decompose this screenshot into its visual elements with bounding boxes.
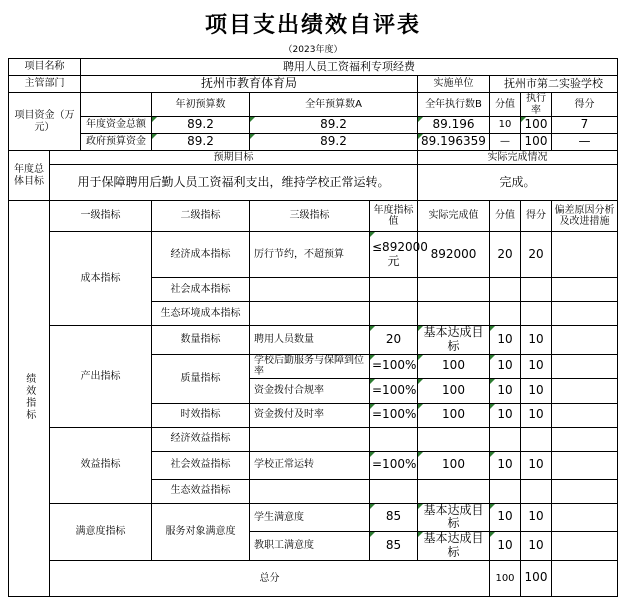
perf-header-l1: 一级指标 [50, 201, 152, 232]
perf-label: 绩效指标 [9, 201, 50, 597]
value-service-rate: 10 [490, 354, 521, 378]
funds-row-gov-full: 89.2 [250, 134, 418, 151]
l2-economic-benefit: 经济效益指标 [152, 427, 250, 451]
dept-label: 主管部门 [9, 76, 81, 93]
project-name-label: 项目名称 [9, 59, 81, 76]
perf-header-value: 分值 [490, 201, 521, 232]
goals-expected-text: 用于保障聘用后勤人员工资福利支出，维持学校正常运转。 [50, 165, 418, 201]
perf-header-l2: 二级指标 [152, 201, 250, 232]
score-budget-saving: 20 [521, 232, 552, 278]
funds-header-score-value: 分值 [490, 93, 521, 117]
l2-social-cost: 社会成本指标 [152, 278, 250, 302]
funds-header-rate: 执行率 [521, 93, 552, 117]
impl-value: 抚州市第二实验学校 [490, 76, 618, 93]
score-staff-satisfaction: 10 [521, 532, 552, 561]
score-school-operation: 10 [521, 451, 552, 479]
l2-eco-benefit: 生态效益指标 [152, 479, 250, 503]
funds-row-total-initial: 89.2 [152, 117, 250, 134]
funds-row-total-rate: 100 [521, 117, 552, 134]
total-label: 总分 [50, 560, 490, 596]
funds-row-gov-label: 政府预算资金 [81, 134, 152, 151]
funds-row-total-label: 年度资金总额 [81, 117, 152, 134]
value-student-satisfaction: 10 [490, 503, 521, 532]
l2-economic-cost: 经济成本指标 [152, 232, 250, 278]
funds-header-blank [81, 93, 152, 117]
funds-header-full: 全年预算数A [250, 93, 418, 117]
actual-timely-rate: 100 [418, 403, 490, 427]
goals-label: 年度总体目标 [9, 151, 50, 201]
value-timely-rate: 10 [490, 403, 521, 427]
total-score: 100 [521, 560, 552, 596]
actual-staff-count: 基本达成目标 [418, 326, 490, 355]
funds-row-gov-initial: 89.2 [152, 134, 250, 151]
actual-budget-saving: 892000 [418, 232, 490, 278]
score-staff-count: 10 [521, 326, 552, 355]
perf-header-target: 年度指标值 [370, 201, 418, 232]
score-student-satisfaction: 10 [521, 503, 552, 532]
funds-header-initial: 年初预算数 [152, 93, 250, 117]
target-staff-count: 20 [370, 326, 418, 355]
target-student-satisfaction: 85 [370, 503, 418, 532]
funds-row-total-score: 7 [552, 117, 618, 134]
impl-label: 实施单位 [418, 76, 490, 93]
l1-benefit: 效益指标 [50, 427, 152, 503]
target-school-operation: =100% [370, 451, 418, 479]
perf-header-actual: 实际完成值 [418, 201, 490, 232]
funds-row-gov-rate: 100 [521, 134, 552, 151]
l2-service-satisfaction: 服务对象满意度 [152, 503, 250, 560]
funds-row-total-full: 89.2 [250, 117, 418, 134]
score-timely-rate: 10 [521, 403, 552, 427]
value-budget-saving: 20 [490, 232, 521, 278]
year-label: （2023年度） [283, 45, 343, 55]
goals-actual-text: 完成。 [418, 165, 618, 201]
perf-header-score: 得分 [521, 201, 552, 232]
evaluation-table [8, 58, 618, 597]
goals-actual-header: 实际完成情况 [418, 151, 618, 165]
actual-school-operation: 100 [418, 451, 490, 479]
l1-cost: 成本指标 [50, 232, 152, 326]
l3-school-operation: 学校正常运转 [250, 451, 370, 479]
funds-header-score: 得分 [552, 93, 618, 117]
score-service-rate: 10 [521, 354, 552, 378]
funds-row-total-executed: 89.196 [418, 117, 490, 134]
project-name-value: 聘用人员工资福利专项经费 [81, 59, 618, 76]
target-service-rate: =100% [370, 354, 418, 378]
funds-header-executed: 全年执行数B [418, 93, 490, 117]
value-staff-count: 10 [490, 326, 521, 355]
l2-social-benefit: 社会效益指标 [152, 451, 250, 479]
funds-row-total-score-value: 10 [490, 117, 521, 134]
perf-header-l3: 三级指标 [250, 201, 370, 232]
goals-expected-header: 预期目标 [50, 151, 418, 165]
value-compliance-rate: 10 [490, 378, 521, 403]
actual-staff-satisfaction: 基本达成目标 [418, 532, 490, 561]
l2-quality: 质量指标 [152, 354, 250, 403]
analysis-budget-saving [552, 232, 618, 278]
l3-budget-saving: 厉行节约，不超预算 [250, 232, 370, 278]
total-value: 100 [490, 560, 521, 596]
actual-student-satisfaction: 基本达成目标 [418, 503, 490, 532]
l2-eco-cost: 生态环境成本指标 [152, 302, 250, 326]
funds-row-gov-score: — [552, 134, 618, 151]
empty-social-cost-l3 [250, 278, 370, 302]
perf-header-analysis: 偏差原因分析及改进措施 [552, 201, 618, 232]
l3-compliance-rate: 资金拨付合规率 [250, 378, 370, 403]
empty-eco-cost-l3 [250, 302, 370, 326]
total-analysis [552, 560, 618, 596]
target-compliance-rate: =100% [370, 378, 418, 403]
l3-staff-count: 聘用人员数量 [250, 326, 370, 355]
l1-satisfaction: 满意度指标 [50, 503, 152, 560]
actual-compliance-rate: 100 [418, 378, 490, 403]
value-staff-satisfaction: 10 [490, 532, 521, 561]
funds-row-gov-score-value: — [490, 134, 521, 151]
l3-student-satisfaction: 学生满意度 [250, 503, 370, 532]
score-compliance-rate: 10 [521, 378, 552, 403]
l1-output: 产出指标 [50, 326, 152, 428]
l2-quantity: 数量指标 [152, 326, 250, 355]
l2-timeliness: 时效指标 [152, 403, 250, 427]
l3-service-rate: 学校后勤服务与保障到位率 [250, 354, 370, 378]
funds-row-gov-executed: 89.196359 [418, 134, 490, 151]
l3-timely-rate: 资金拨付及时率 [250, 403, 370, 427]
target-budget-saving: ≤892000元 [370, 232, 418, 278]
actual-service-rate: 100 [418, 354, 490, 378]
l3-staff-satisfaction: 教职工满意度 [250, 532, 370, 561]
dept-value: 抚州市教育体育局 [81, 76, 418, 93]
page-title: 项目支出绩效自评表 [204, 12, 421, 38]
target-timely-rate: =100% [370, 403, 418, 427]
target-staff-satisfaction: 85 [370, 532, 418, 561]
funds-label: 项目资金（万元） [9, 93, 81, 151]
value-school-operation: 10 [490, 451, 521, 479]
